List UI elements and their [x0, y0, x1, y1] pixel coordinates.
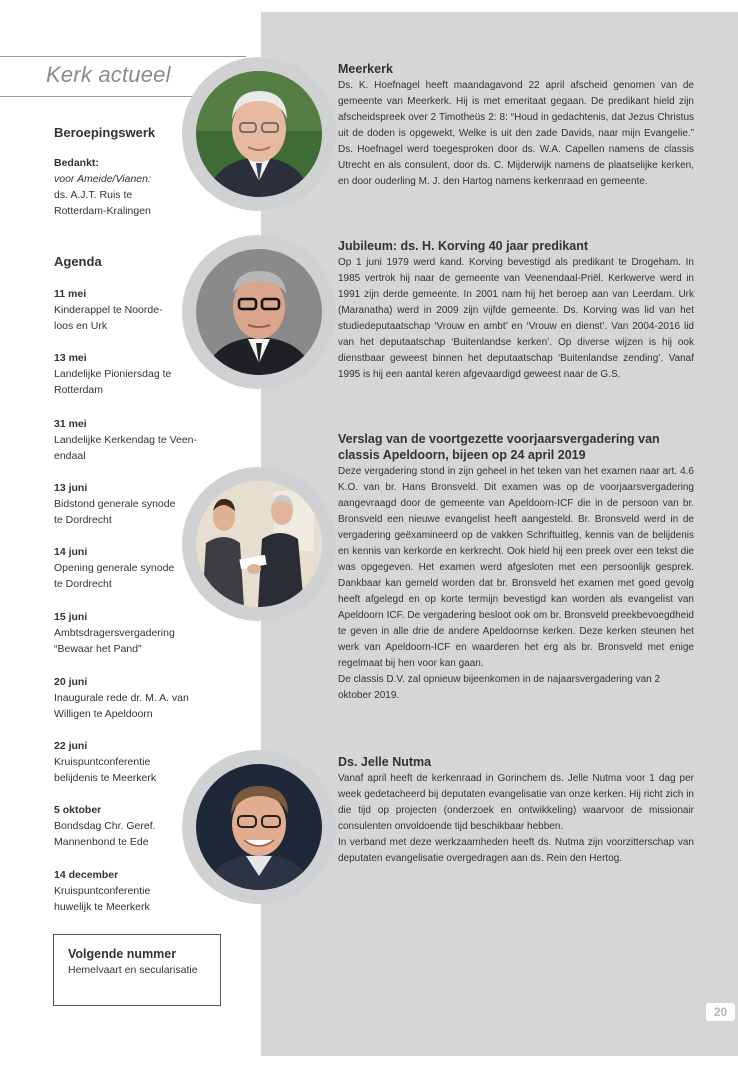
- agenda-line: Kruispuntconferentie: [54, 756, 151, 768]
- agenda-line: huwelijk te Meerkerk: [54, 901, 150, 913]
- portrait-photo-nutma: [196, 764, 322, 890]
- agenda-item: [54, 609, 226, 657]
- agenda-line: Landelijke Pioniersdag te: [54, 368, 172, 380]
- agenda-line: te Dordrecht: [54, 514, 112, 526]
- agenda-line: Opening generale synode: [54, 562, 175, 574]
- agenda-date: 20 juni: [54, 676, 88, 688]
- agenda-line: Kinderappel te Noorde-: [54, 304, 163, 316]
- article-body: [338, 78, 694, 190]
- agenda-line: Bondsdag Chr. Geref.: [54, 820, 156, 832]
- agenda-line: Rotterdam: [54, 384, 104, 396]
- photo-handshake: [196, 481, 322, 607]
- agenda-line: belijdenis te Meerkerk: [54, 772, 157, 784]
- agenda-date: 22 juni: [54, 740, 88, 752]
- agenda-line: Kruispuntconferentie: [54, 885, 151, 897]
- bedankt-for: voor Ameide/Vianen:: [54, 173, 151, 185]
- article-jubileum: [338, 238, 694, 383]
- beroepingswerk-heading: Beroepingswerk: [54, 125, 156, 140]
- agenda-date: 14 december: [54, 869, 119, 881]
- agenda-heading: Agenda: [54, 254, 102, 269]
- agenda-item: [54, 416, 226, 464]
- article-classis-apeldoorn: [338, 431, 694, 704]
- article-heading: Meerkerk: [338, 62, 393, 76]
- article-body: [338, 255, 694, 383]
- page-title: Kerk actueel: [46, 62, 171, 87]
- article-heading: Verslag van de voortgezette voorjaarsvergadering van classis Apeldoorn, bijeen op 24 april 2019: [338, 432, 660, 462]
- article-paragraph: De classis D.V. zal opnieuw bijeenkomen in de najaarsvergadering van 2 oktober 2019.: [338, 674, 661, 701]
- bedankt-label: Bedankt:: [54, 157, 99, 169]
- agenda-line: Landelijke Kerkendag te Veen-: [54, 434, 198, 446]
- article-paragraph: In verband met deze werkzaamheden heeft ds. Nutma zijn voorzitterschap van deputaten evangelisatie overgedragen aan ds. Rein den Hertog.: [338, 837, 694, 864]
- article-heading: Jubileum: ds. H. Korving 40 jaar predikant: [338, 239, 589, 253]
- next-issue-box: [53, 934, 221, 1006]
- agenda-date: 11 mei: [54, 288, 87, 300]
- agenda-line: loos en Urk: [54, 320, 108, 332]
- article-nutma: [338, 754, 694, 867]
- article-paragraph: Deze vergadering stond in zijn geheel in het teken van het examen naar art. 4.6 K.O. van br. Hans Bronsveld. Dit examen was op de voorjaarsvergadering aangevraagd door de gemeente van Apeldoorn-ICF die in de persoon van br. Bronsveld een nieuwe evangelist heeft aangesteld. Br. Bronsveld werd in de vergadering geëxamineerd op de vakken Schriftuitleg, kennis van de belijdenis en kennis van kerkorde en kerkrecht. Ook hield hij een preek over een tekst die was opgegeven. Het examen werd afgesloten met een persoonlijk gesprek. Dankbaar kan gemeld worden dat br. Bronsveld het examen met goed gevolg heeft afgelegd en op korte termijn bevestigd kan worden als evangelist van Apeldoorn ICF. De vergadering besloot ook om br. Bronsveld preekbevoegdheid te geven in alle drie de andere Apeldoornse kerken. Deze kerken steunen het werk van Apeldoorn-ICF en waarderen het erg als br. Bronsveld met enige regelmaat bij hen voor kan gaan.: [338, 466, 694, 669]
- agenda-date: 31 mei: [54, 418, 87, 430]
- article-heading: Ds. Jelle Nutma: [338, 755, 432, 769]
- next-issue-title: Volgende nummer: [68, 947, 177, 961]
- article-body: [338, 771, 694, 867]
- agenda-date: 13 mei: [54, 352, 87, 364]
- agenda-date: 5 oktober: [54, 804, 102, 816]
- agenda-line: Bidstond generale synode: [54, 498, 176, 510]
- agenda-date: 15 juni: [54, 611, 88, 623]
- article-paragraph: Ds. K. Hoefnagel heeft maandagavond 22 april afscheid genomen van de gemeente van Meerkerk. Hij is met emeritaat gegaan. De predikant hield zijn afscheidspreek over 2 Timotheüs 2: 8: “Houd in gedachtenis, dat Jezus Christus uit de doden is opgewekt, Welke is uit den zade Davids, naar mijn Evangelie.” Ds. Hoefnagel werd toegesproken door ds. W.A. Capellen namens de classis Utrecht en als consulent, door ds. C. Mijderwijk namens de plaatselijke kerken, en door ouderling M. J. den Hartog namens kerkenraad en gemeente.: [338, 80, 694, 187]
- article-paragraph: Op 1 juni 1979 werd kand. Korving bevestigd als predikant te Drogeham. In 1985 vertrok hij naar de gemeente van Veenendaal-Priël. Kerkwerve werd in 1991 zijn derde gemeente. In 2001 nam hij het beroep aan van Leerdam. Urk (Maranatha) werd in 2009 zijn vijfde gemeente. Ds. Korving was lid van het studiedeputaatschap ‘Vrouw en ambt’ en ‘Vrouw en dienst’. Van 2004-2016 lid van het deputaatschap ‘Buitenlandse kerken’. Op diverse wijzen is hij ook dienstbaar geweest binnen het deputaatschap ‘Buitenlandse zending’. Vanaf 1995 is hij een aantal keren afgevaardigd geweest naar de G.S.: [338, 257, 694, 380]
- agenda-line: Inaugurale rede dr. M. A. van: [54, 692, 189, 704]
- agenda-date: 13 juni: [54, 482, 88, 494]
- next-issue-subtitle: Hemelvaart en secularisatie: [68, 964, 198, 976]
- article-meerkerk: [338, 61, 694, 190]
- agenda-line: Ambtsdragersvergadering: [54, 627, 175, 639]
- agenda-date: 14 juni: [54, 546, 88, 558]
- agenda-line: Willigen te Apeldoorn: [54, 708, 153, 720]
- agenda-line: “Bewaar het Pand”: [54, 643, 142, 655]
- article-body: [338, 464, 694, 704]
- bedankt-name: ds. A.J.T. Ruis te: [54, 189, 133, 201]
- agenda-line: endaal: [54, 450, 86, 462]
- bedankt-place: Rotterdam-Kralingen: [54, 205, 151, 217]
- portrait-photo-korving: [196, 249, 322, 375]
- portrait-photo-hoefnagel: [196, 71, 322, 197]
- agenda-item: [54, 674, 226, 722]
- title-rule-top: [0, 56, 246, 57]
- agenda-line: Mannenbond te Ede: [54, 836, 149, 848]
- article-paragraph: Vanaf april heeft de kerkenraad in Gorinchem ds. Jelle Nutma voor 1 dag per week gedetacheerd bij deputaten evangelisatie van onze kerken. Hij richt zich in die tijd op projecten (onderzoek en ontwikkeling) waarvoor de missionair consulenten onvoldoende tijd beschikbaar hebben.: [338, 773, 694, 832]
- agenda-line: te Dordrecht: [54, 578, 112, 590]
- page-number: 20: [706, 1003, 735, 1021]
